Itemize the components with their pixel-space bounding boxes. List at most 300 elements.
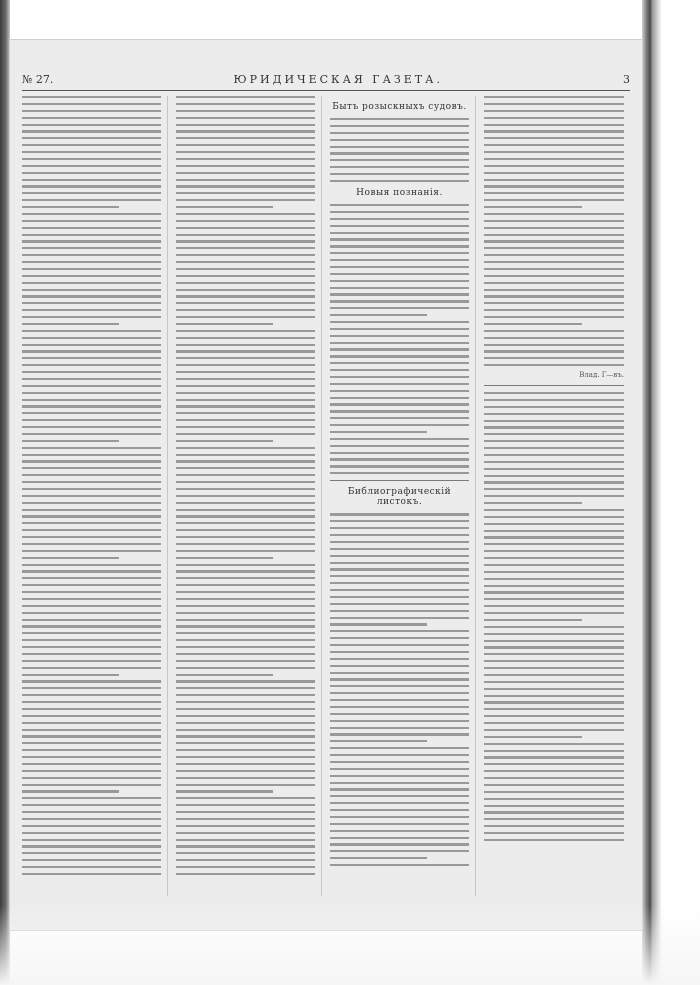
text-line [330, 266, 469, 268]
text-line [176, 254, 315, 256]
text-line [176, 694, 315, 696]
text-line [330, 727, 469, 729]
text-line [176, 454, 315, 456]
text-line [22, 694, 161, 696]
text-line [484, 137, 624, 139]
text-line [22, 405, 161, 407]
text-line [330, 390, 469, 392]
text-line [22, 474, 161, 476]
text-line [176, 818, 315, 820]
text-line [330, 273, 469, 275]
text-line [176, 749, 315, 751]
text-line [176, 536, 315, 538]
text-line [330, 424, 469, 426]
text-line [22, 144, 161, 146]
text-line [22, 584, 161, 586]
text-line [484, 530, 624, 532]
text-line [330, 383, 469, 385]
section-heading-courts: Бытъ розыскныхъ судовъ. [332, 102, 467, 112]
text-line [22, 240, 161, 242]
text-line [176, 371, 315, 373]
text-line [176, 295, 315, 297]
text-line [484, 832, 624, 834]
text-line [22, 350, 161, 352]
text-line [330, 225, 469, 227]
text-line [22, 289, 161, 291]
text-line [176, 103, 315, 105]
text-line [484, 461, 624, 463]
text-line [176, 550, 315, 552]
text-line [176, 770, 315, 772]
text-line [176, 179, 315, 181]
text-line [330, 238, 469, 240]
text-line [22, 825, 161, 827]
text-line [176, 234, 315, 236]
scan-bottom-fade [0, 905, 700, 985]
text-line [22, 729, 161, 731]
text-line [330, 376, 469, 378]
text-line [176, 632, 315, 634]
text-line [22, 323, 119, 325]
text-line [22, 598, 161, 600]
text-line [484, 777, 624, 779]
text-line [22, 742, 161, 744]
text-line [176, 289, 315, 291]
text-line [484, 701, 624, 703]
text-line [484, 502, 582, 504]
text-line [484, 227, 624, 229]
text-line [484, 454, 624, 456]
text-line [330, 610, 469, 612]
text-line [484, 475, 624, 477]
text-line [22, 790, 119, 792]
newspaper-page [10, 40, 642, 930]
text-line [330, 740, 427, 742]
text-line [484, 818, 624, 820]
text-line [484, 509, 624, 511]
text-line [330, 438, 469, 440]
text-line [22, 639, 161, 641]
text-line [330, 596, 469, 598]
text-line [484, 825, 624, 827]
text-line [330, 300, 469, 302]
text-line [176, 330, 315, 332]
text-line [22, 674, 119, 676]
text-line [330, 321, 469, 323]
text-line [22, 330, 161, 332]
text-line [484, 660, 624, 662]
text-line [22, 866, 161, 868]
text-line [176, 674, 273, 676]
text-line [484, 736, 582, 738]
text-line [484, 406, 624, 408]
text-line [22, 680, 161, 682]
text-line [22, 845, 161, 847]
text-line [330, 809, 469, 811]
text-line [484, 392, 624, 394]
text-line [22, 247, 161, 249]
text-line [484, 536, 624, 538]
text-line [22, 619, 161, 621]
text-line [22, 564, 161, 566]
text-line [484, 695, 624, 697]
text-line [22, 467, 161, 469]
text-line [330, 314, 427, 316]
column-1 [22, 96, 168, 896]
text-line [22, 509, 161, 511]
text-line [22, 412, 161, 414]
text-line [176, 467, 315, 469]
text-line [22, 632, 161, 634]
text-line [176, 96, 315, 98]
text-line [484, 523, 624, 525]
text-line [176, 323, 273, 325]
text-line [176, 440, 273, 442]
text-line [330, 857, 427, 859]
text-line [22, 770, 161, 772]
text-line [22, 852, 161, 854]
text-line [22, 488, 161, 490]
text-line [22, 172, 161, 174]
text-line [484, 633, 624, 635]
text-line [330, 166, 469, 168]
text-line [484, 117, 624, 119]
text-line [484, 557, 624, 559]
text-line [176, 529, 315, 531]
text-line [484, 585, 624, 587]
text-line [484, 323, 582, 325]
text-line [176, 433, 315, 435]
text-line [176, 522, 315, 524]
text-line [330, 541, 469, 543]
text-line [22, 832, 161, 834]
text-line [484, 192, 624, 194]
text-line [484, 591, 624, 593]
text-line [176, 625, 315, 627]
text-line [22, 550, 161, 552]
text-line [22, 440, 119, 442]
text-line [484, 447, 624, 449]
text-line [22, 268, 161, 270]
text-line [176, 763, 315, 765]
text-line [330, 513, 469, 515]
text-line [176, 130, 315, 132]
text-line [484, 330, 624, 332]
text-line [176, 460, 315, 462]
text-line [22, 137, 161, 139]
text-line [330, 802, 469, 804]
text-line [22, 797, 161, 799]
text-line [176, 605, 315, 607]
text-line [22, 316, 161, 318]
text-line [484, 612, 624, 614]
text-line [176, 653, 315, 655]
text-line [484, 130, 624, 132]
text-line [176, 722, 315, 724]
text-line [176, 701, 315, 703]
text-line [22, 536, 161, 538]
text-line [330, 788, 469, 790]
text-line [176, 495, 315, 497]
text-line [176, 619, 315, 621]
text-line [176, 515, 315, 517]
text-line [484, 784, 624, 786]
text-line [22, 646, 161, 648]
text-line [330, 637, 469, 639]
text-line [484, 350, 624, 352]
text-line [22, 261, 161, 263]
page-number: 3 [623, 72, 630, 86]
text-line [484, 578, 624, 580]
text-line [176, 488, 315, 490]
text-line [22, 543, 161, 545]
text-line [330, 218, 469, 220]
text-line [176, 715, 315, 717]
text-line [22, 282, 161, 284]
column-divider [330, 480, 469, 481]
text-line [484, 213, 624, 215]
text-line [484, 316, 624, 318]
text-line [22, 859, 161, 861]
text-line [330, 348, 469, 350]
text-line [22, 302, 161, 304]
column-3 [330, 96, 476, 896]
text-line [176, 192, 315, 194]
text-line [22, 220, 161, 222]
text-line [22, 192, 161, 194]
text-line [176, 364, 315, 366]
text-line [22, 460, 161, 462]
text-line [484, 275, 624, 277]
text-line [22, 254, 161, 256]
text-line [484, 282, 624, 284]
text-line [22, 701, 161, 703]
text-line [176, 158, 315, 160]
text-line [484, 247, 624, 249]
text-line [22, 371, 161, 373]
text-line [484, 543, 624, 545]
text-line [484, 756, 624, 758]
text-line [330, 617, 469, 619]
text-line [22, 515, 161, 517]
text-line [330, 232, 469, 234]
text-line [330, 644, 469, 646]
text-line [484, 165, 624, 167]
text-line [22, 130, 161, 132]
text-line [330, 816, 469, 818]
text-line [330, 146, 469, 148]
scan-right-edge [642, 0, 700, 985]
text-line [176, 392, 315, 394]
text-line [176, 584, 315, 586]
text-line [176, 646, 315, 648]
text-line [176, 282, 315, 284]
text-line [176, 667, 315, 669]
text-line [330, 132, 469, 134]
text-line [176, 557, 273, 559]
text-line [330, 733, 469, 735]
text-line [176, 227, 315, 229]
text-line [330, 823, 469, 825]
text-line [22, 110, 161, 112]
text-line [330, 548, 469, 550]
text-line [22, 873, 161, 875]
text-line [176, 316, 315, 318]
text-line [330, 445, 469, 447]
text-line [484, 605, 624, 607]
text-line [330, 403, 469, 405]
text-line [22, 708, 161, 710]
text-line [176, 481, 315, 483]
text-line [330, 328, 469, 330]
text-line [22, 495, 161, 497]
text-line [176, 577, 315, 579]
text-line [330, 768, 469, 770]
text-line [22, 337, 161, 339]
text-line [330, 623, 427, 625]
text-line [22, 158, 161, 160]
text-line [176, 117, 315, 119]
text-line [176, 137, 315, 139]
text-line [176, 474, 315, 476]
text-line [330, 252, 469, 254]
text-line [484, 564, 624, 566]
scan-left-edge [0, 0, 10, 985]
text-line [484, 185, 624, 187]
text-line [330, 575, 469, 577]
text-line [330, 555, 469, 557]
text-line [22, 275, 161, 277]
text-line [176, 426, 315, 428]
text-line [330, 397, 469, 399]
text-line [484, 791, 624, 793]
text-line [330, 658, 469, 660]
text-line [484, 199, 624, 201]
text-line [330, 410, 469, 412]
text-line [176, 564, 315, 566]
text-line [176, 839, 315, 841]
text-line [22, 722, 161, 724]
text-line [22, 419, 161, 421]
text-line [176, 302, 315, 304]
text-line [330, 152, 469, 154]
text-line [484, 220, 624, 222]
text-line [484, 681, 624, 683]
text-line [330, 293, 469, 295]
text-line [22, 213, 161, 215]
text-line [330, 245, 469, 247]
text-line [330, 699, 469, 701]
text-line [484, 722, 624, 724]
text-line [330, 335, 469, 337]
text-line [22, 426, 161, 428]
text-line [176, 784, 315, 786]
text-line [484, 172, 624, 174]
text-line [484, 646, 624, 648]
text-line [484, 516, 624, 518]
text-line [176, 742, 315, 744]
text-line [484, 399, 624, 401]
text-line [484, 715, 624, 717]
text-line [330, 720, 469, 722]
text-line [484, 302, 624, 304]
text-line [484, 309, 624, 311]
column-divider [484, 385, 624, 386]
text-line [330, 527, 469, 529]
text-line [176, 412, 315, 414]
column-4 [484, 96, 630, 896]
text-line [330, 458, 469, 460]
text-line [176, 240, 315, 242]
text-line [176, 804, 315, 806]
text-line [176, 797, 315, 799]
text-line [330, 747, 469, 749]
page-header [22, 68, 630, 91]
text-line [330, 307, 469, 309]
text-line [484, 688, 624, 690]
text-line [330, 369, 469, 371]
text-line [330, 125, 469, 127]
text-line [22, 667, 161, 669]
text-line [176, 811, 315, 813]
column-2 [176, 96, 322, 896]
text-line [484, 337, 624, 339]
text-line [22, 392, 161, 394]
text-line [22, 481, 161, 483]
text-line [176, 680, 315, 682]
text-line [22, 777, 161, 779]
newspaper-title: ЮРИДИЧЕСКАЯ ГАЗЕТА. [233, 72, 443, 86]
text-line [22, 357, 161, 359]
text-line [176, 708, 315, 710]
text-line [22, 185, 161, 187]
text-line [22, 577, 161, 579]
text-line [22, 151, 161, 153]
text-line [330, 118, 469, 120]
text-line [484, 495, 624, 497]
text-line [484, 571, 624, 573]
text-line [330, 582, 469, 584]
text-line [176, 735, 315, 737]
text-line [22, 227, 161, 229]
text-line [330, 342, 469, 344]
text-line [330, 754, 469, 756]
text-line [176, 110, 315, 112]
text-line [484, 158, 624, 160]
text-line [330, 362, 469, 364]
text-line [176, 275, 315, 277]
text-line [22, 165, 161, 167]
text-line [22, 612, 161, 614]
text-line [176, 405, 315, 407]
text-line [330, 287, 469, 289]
text-line [484, 598, 624, 600]
text-line [330, 139, 469, 141]
text-line [330, 713, 469, 715]
text-line [484, 240, 624, 242]
text-line [330, 211, 469, 213]
text-line [176, 213, 315, 215]
text-line [330, 775, 469, 777]
text-line [484, 96, 624, 98]
text-line [22, 625, 161, 627]
text-line [484, 124, 624, 126]
text-line [330, 472, 469, 474]
text-line [176, 777, 315, 779]
text-line [484, 234, 624, 236]
text-line [330, 452, 469, 454]
text-line [484, 743, 624, 745]
